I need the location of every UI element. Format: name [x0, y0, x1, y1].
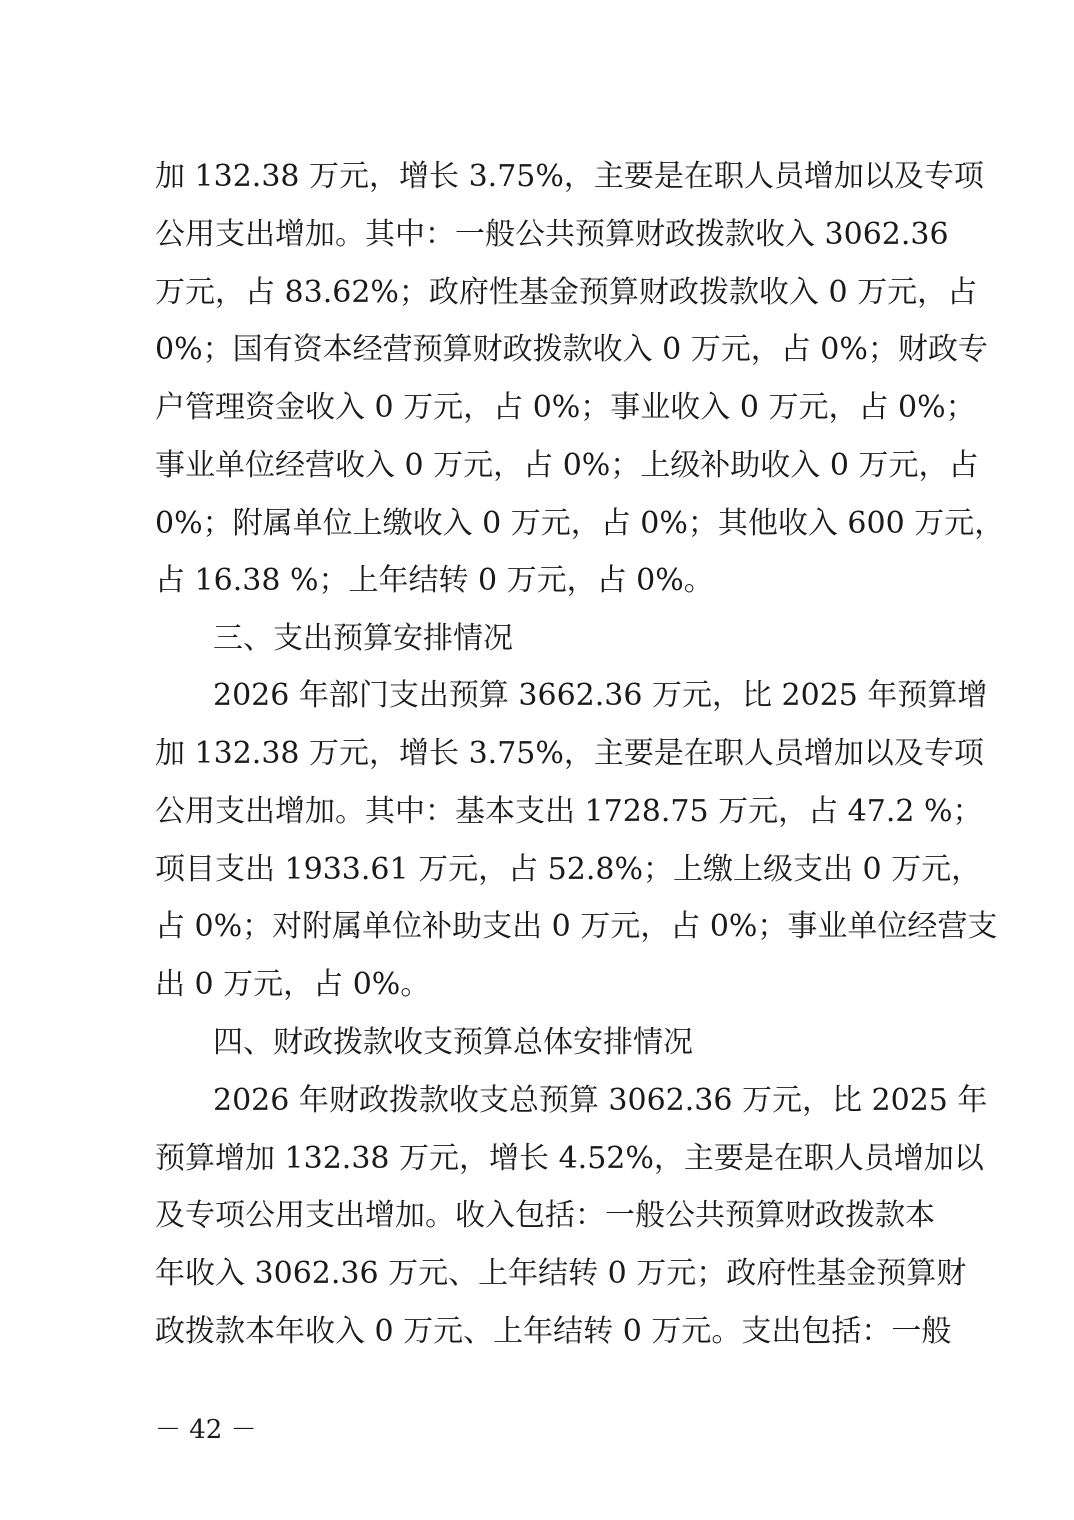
body-line: 加 132.38 万元，增长 3.75%，主要是在职人员增加以及专项 — [155, 736, 984, 771]
section-heading: 三、支出预算安排情况 — [213, 621, 513, 656]
body-line: 0%；国有资本经营预算财政拨款收入 0 万元，占 0%；财政专 — [155, 332, 988, 367]
body-line: 及专项公用支出增加。收入包括：一般公共预算财政拨款本 — [155, 1198, 935, 1233]
body-line: 年收入 3062.36 万元、上年结转 0 万元；政府性基金预算财 — [155, 1256, 967, 1291]
body-line: 占 16.38 %；上年结转 0 万元，占 0%。 — [155, 563, 714, 598]
body-line: 2026 年部门支出预算 3662.36 万元，比 2025 年预算增 — [213, 678, 988, 713]
body-line: 占 0%；对附属单位补助支出 0 万元，占 0%；事业单位经营支 — [155, 909, 998, 944]
body-line: 出 0 万元，占 0%。 — [155, 967, 431, 1002]
body-line: 万元，占 83.62%；政府性基金预算财政拨款收入 0 万元，占 — [155, 275, 978, 310]
body-line: 0%；附属单位上缴收入 0 万元，占 0%；其他收入 600 万元， — [155, 506, 1005, 541]
body-line: 事业单位经营收入 0 万元，占 0%；上级补助收入 0 万元，占 — [155, 448, 979, 483]
body-line: 政拨款本年收入 0 万元、上年结转 0 万元。支出包括：一般 — [155, 1314, 952, 1349]
body-line: 项目支出 1933.61 万元，占 52.8%；上缴上级支出 0 万元， — [155, 852, 982, 887]
body-line: 公用支出增加。其中：一般公共预算财政拨款收入 3062.36 — [155, 217, 949, 252]
body-line: 2026 年财政拨款收支总预算 3062.36 万元，比 2025 年 — [213, 1083, 988, 1118]
body-line: 公用支出增加。其中：基本支出 1728.75 万元，占 47.2 %； — [155, 794, 983, 829]
body-line: 户管理资金收入 0 万元，占 0%；事业收入 0 万元，占 0%； — [155, 390, 976, 425]
body-line: 加 132.38 万元，增长 3.75%，主要是在职人员增加以及专项 — [155, 159, 984, 194]
page-number: － 42 － — [155, 1415, 257, 1445]
body-line: 预算增加 132.38 万元，增长 4.52%，主要是在职人员增加以 — [155, 1141, 984, 1176]
section-heading: 四、财政拨款收支预算总体安排情况 — [213, 1025, 693, 1060]
